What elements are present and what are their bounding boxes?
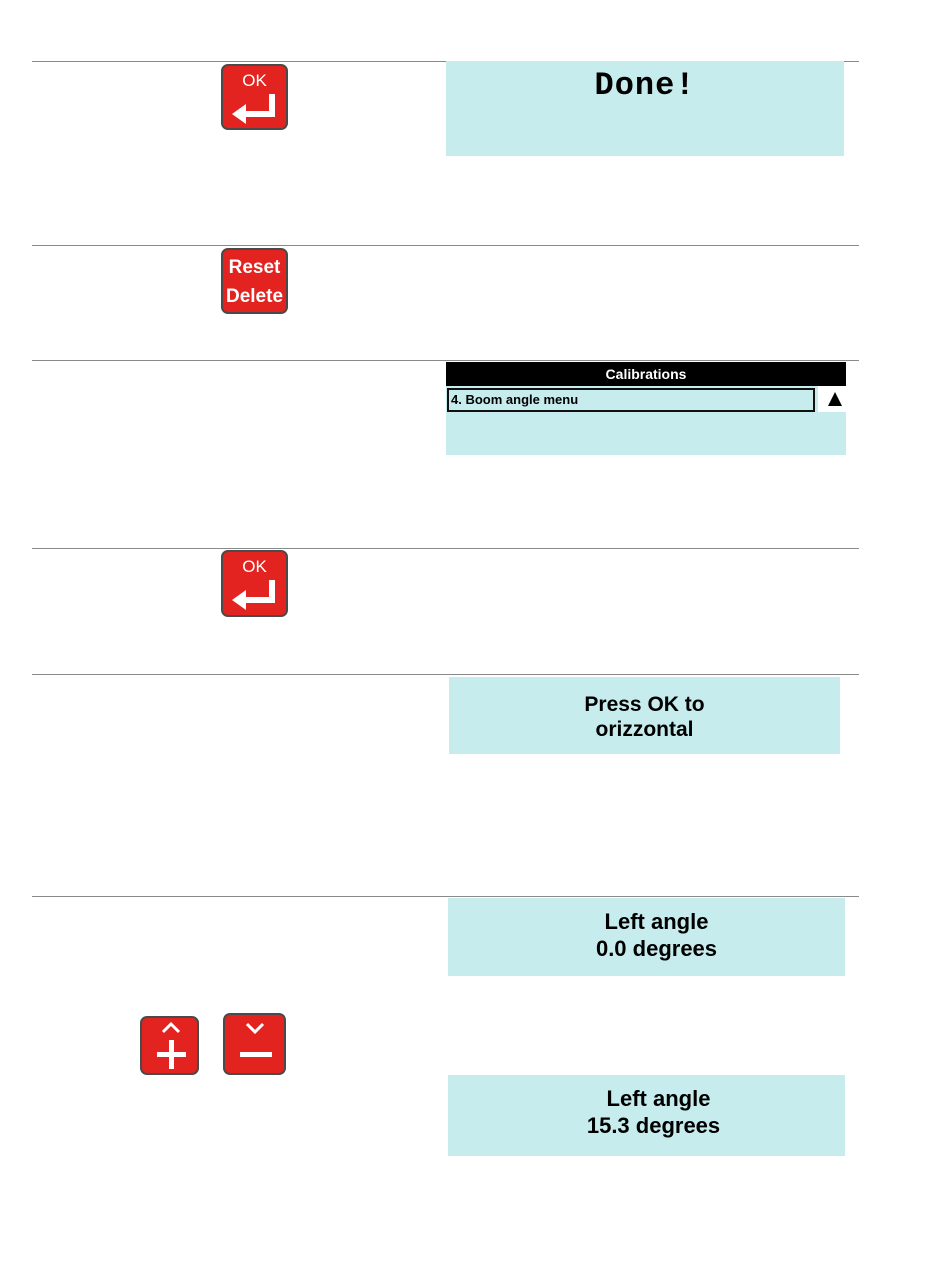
ok-key-label: OK (242, 557, 267, 576)
step-separator-3 (32, 360, 859, 361)
left-angle-value: 0.0 degrees (595, 936, 718, 961)
left-angle-label: Left angle (606, 1086, 711, 1111)
step-separator-5 (32, 674, 859, 675)
reset-delete-key[interactable] (221, 248, 288, 314)
enter-arrow-icon (223, 66, 288, 130)
press-ok-display (449, 677, 840, 754)
plus-key[interactable] (140, 1016, 199, 1075)
step-separator-2 (32, 245, 859, 246)
up-triangle-icon (828, 392, 842, 406)
press-ok-line2: orizzontal (595, 718, 694, 741)
press-ok-line1: Press OK to (584, 693, 705, 716)
minus-key[interactable] (223, 1013, 286, 1075)
step-separator-6 (32, 896, 859, 897)
ok-key-step1[interactable] (221, 64, 288, 130)
left-angle-display-before (448, 898, 845, 976)
minus-caret-down-icon (225, 1015, 286, 1075)
left-angle-label: Left angle (604, 909, 709, 934)
menu-item-boom-angle[interactable]: 4. Boom angle menu (447, 388, 815, 412)
calibrations-header: Calibrations (446, 362, 846, 386)
enter-arrow-icon (223, 552, 288, 617)
step-separator-4 (32, 548, 859, 549)
reset-label: Reset (228, 257, 281, 278)
plus-caret-up-icon (142, 1018, 199, 1075)
done-display (446, 61, 844, 156)
ok-key-label: OK (242, 71, 267, 90)
left-angle-display-after (448, 1075, 845, 1156)
left-angle-value: 15.3 degrees (586, 1113, 721, 1138)
calibrations-display (446, 362, 846, 455)
ok-key-step4[interactable] (221, 550, 288, 617)
done-message: Done! (594, 67, 696, 104)
delete-label: Delete (225, 286, 284, 307)
